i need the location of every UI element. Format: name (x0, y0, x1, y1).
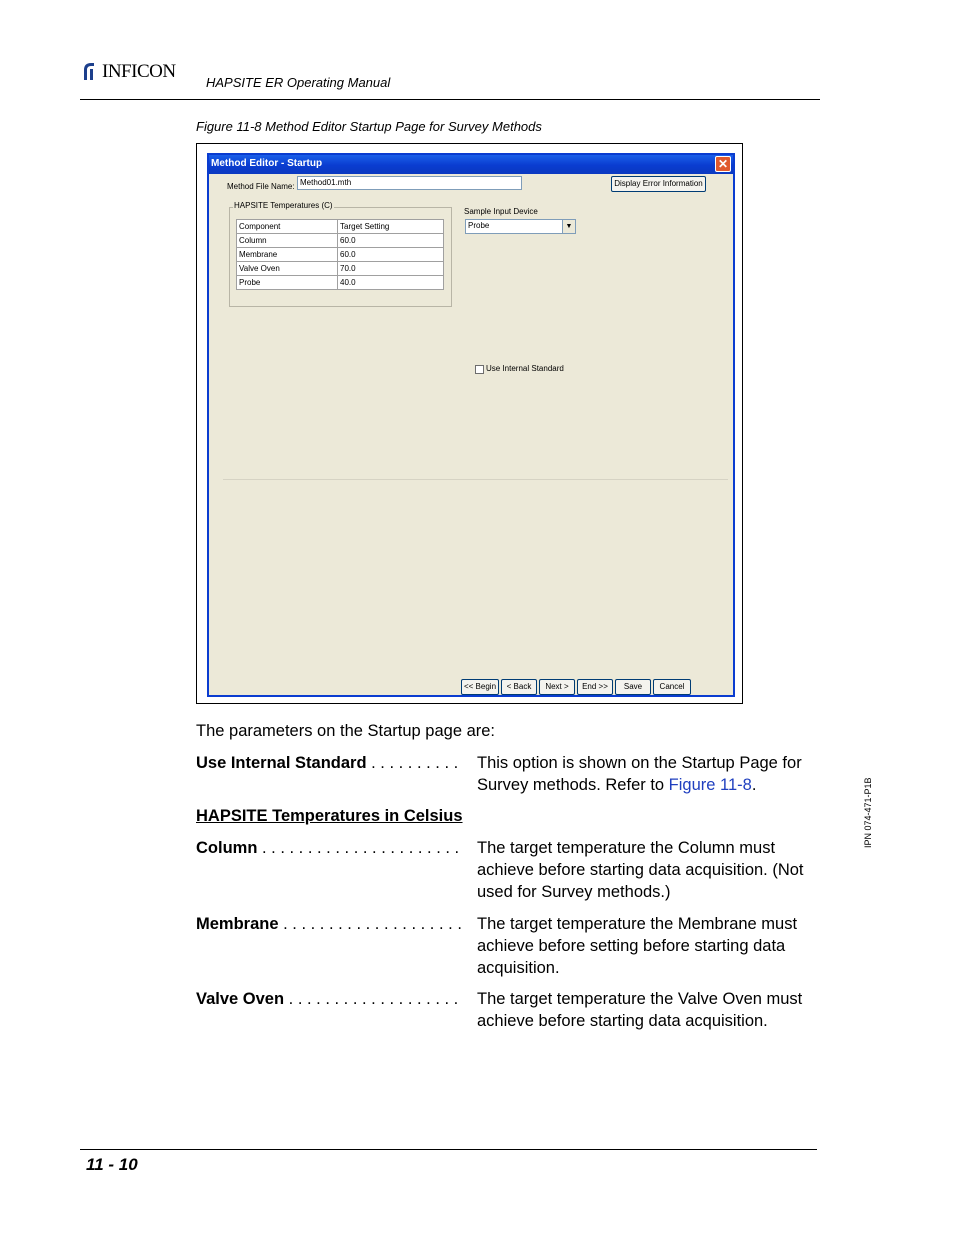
table-cell-editable[interactable]: 40.0 (338, 276, 444, 290)
method-file-label: Method File Name: (227, 182, 295, 191)
use-internal-standard-checkbox[interactable] (475, 365, 484, 374)
membrane-description: The target temperature the Membrane must achieve before setting before starting data acquisition. (477, 915, 798, 977)
use-internal-standard-label: Use Internal Standard (486, 364, 564, 373)
header-rule (80, 99, 820, 100)
table-row (237, 248, 444, 262)
valve-oven-description: The target temperature the Valve Oven must achieve before starting data acquisition. (477, 990, 803, 1030)
table-header: Target Setting (338, 220, 444, 234)
window-titlebar[interactable] (209, 155, 733, 174)
save-button[interactable]: Save (615, 679, 651, 695)
cancel-button[interactable]: Cancel (653, 679, 691, 695)
temperatures-table (236, 219, 444, 290)
begin-button[interactable]: << Begin (461, 679, 499, 695)
table-cell: Membrane (237, 248, 338, 262)
method-editor-window (207, 153, 735, 697)
table-cell-editable[interactable]: 70.0 (338, 262, 444, 276)
table-row (237, 234, 444, 248)
sample-input-select[interactable] (465, 219, 576, 234)
column-term: Column (196, 839, 258, 857)
manual-title: HAPSITE ER Operating Manual (206, 75, 391, 90)
next-button[interactable]: Next > (539, 679, 575, 695)
uis-term: Use Internal Standard (196, 754, 367, 772)
column-description: The target temperature the Column must achieve before starting data acquisition. (Not used for Survey methods.) (477, 839, 804, 901)
column-term-line (196, 837, 476, 859)
leader-dots: . . . . . . . . . . (366, 754, 459, 772)
inficon-logo-mark-icon (80, 60, 102, 82)
uis-description (477, 752, 822, 796)
intro-text: The parameters on the Startup page are: (196, 722, 496, 740)
membrane-term: Membrane (196, 915, 279, 933)
sample-input-value: Probe (468, 221, 490, 230)
leader-dots: . . . . . . . . . . . . . . . . . . . (284, 990, 459, 1008)
side-ipn: IPN 074-471-P1B (863, 777, 873, 848)
uis-desc-text: This option is shown on the Startup Page for Survey methods. Refer to (477, 754, 802, 794)
window-title: Method Editor - Startup (211, 158, 323, 169)
page-number: 11 - 10 (86, 1155, 138, 1174)
chevron-down-icon[interactable]: ▼ (562, 220, 575, 233)
footer-rule (80, 1149, 817, 1150)
back-button[interactable]: < Back (501, 679, 537, 695)
temperatures-group-title: HAPSITE Temperatures (C) (234, 201, 333, 210)
membrane-term-line (196, 913, 476, 935)
table-cell-editable[interactable]: 60.0 (338, 248, 444, 262)
table-row (237, 262, 444, 276)
table-row (237, 276, 444, 290)
table-cell: Column (237, 234, 338, 248)
logo-text: INFICON (102, 61, 176, 82)
close-icon[interactable]: ✕ (715, 156, 731, 172)
valve-oven-term-line (196, 988, 476, 1010)
figure-link[interactable]: Figure 11-8 (668, 776, 752, 794)
valve-oven-term: Valve Oven (196, 990, 285, 1008)
table-cell: Probe (237, 276, 338, 290)
inficon-logo (80, 58, 198, 84)
uis-desc-end: . (751, 776, 757, 794)
leader-dots: . . . . . . . . . . . . . . . . . . . . . . (257, 839, 460, 857)
display-error-button[interactable]: Display Error Information (611, 176, 706, 192)
method-file-input[interactable]: Method01.mth (297, 176, 522, 190)
leader-dots: . . . . . . . . . . . . . . . . . . . . (278, 915, 462, 933)
uis-term-line (196, 752, 476, 774)
window-separator (223, 479, 728, 480)
sample-input-label: Sample Input Device (464, 207, 538, 216)
section-heading: HAPSITE Temperatures in Celsius (196, 807, 463, 825)
table-cell: Valve Oven (237, 262, 338, 276)
table-cell-editable[interactable]: 60.0 (338, 234, 444, 248)
table-header: Component (237, 220, 338, 234)
figure-caption: Figure 11-8 Method Editor Startup Page for Survey Methods (196, 119, 542, 134)
end-button[interactable]: End >> (577, 679, 613, 695)
table-header-row (237, 220, 444, 234)
